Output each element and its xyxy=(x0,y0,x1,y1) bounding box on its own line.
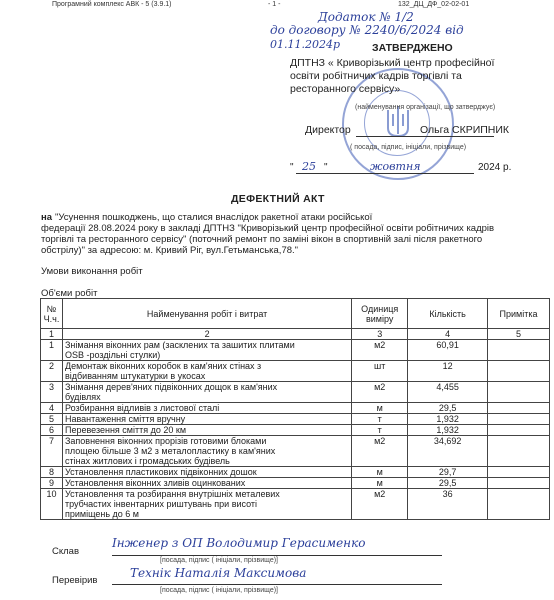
approval-org-line1: ДПТНЗ « Криворізький центр професійної xyxy=(290,57,495,69)
row-note xyxy=(488,467,550,478)
table-row xyxy=(41,340,550,361)
col-header-unit: Одиниця виміру xyxy=(352,299,408,329)
work-conditions-label: Умови виконання робіт xyxy=(41,266,143,277)
compiled-by-label: Склав xyxy=(52,546,79,557)
row-number: 9 xyxy=(41,478,63,489)
row-name-line: Заповнення віконних прорізів готовими блоками xyxy=(64,436,267,446)
row-quantity: 12 xyxy=(408,361,488,382)
director-label: Директор xyxy=(305,124,351,136)
row-number: 10 xyxy=(41,489,63,520)
row-name-line: Навантаження сміття вручну xyxy=(64,414,186,424)
intro-line: федерації 28.08.2024 року в закладі ДПТНЗ "Криворізький центр професійної освіти робітничих кадрів xyxy=(41,223,495,234)
row-quantity: 36 xyxy=(408,489,488,520)
row-number: 4 xyxy=(41,403,63,414)
row-name-line: трубчастих інвентарних риштувань при висоті xyxy=(64,499,258,509)
row-quantity: 29,7 xyxy=(408,467,488,478)
row-name-line: Установлення віконних зливів оцинкованих xyxy=(64,478,246,488)
row-name xyxy=(62,467,351,478)
checked-by-caption: [посада, підпис ( ініціали, прізвище)] xyxy=(160,587,278,594)
row-name xyxy=(62,489,351,520)
intro-line: торгівлі та ресторанного сервісу" (поточний ремонт по заміні вікон в спортивній залі після ракетного xyxy=(41,234,483,245)
row-number: 3 xyxy=(41,382,63,403)
row-note xyxy=(488,340,550,361)
approval-org-line2: освіти робітничих кадрів торгівлі та xyxy=(290,70,462,82)
table-header-row xyxy=(41,299,550,329)
table-row xyxy=(41,361,550,382)
page-number: - 1 - xyxy=(268,1,281,8)
col-header-note: Примітка xyxy=(488,299,550,329)
row-quantity: 29,5 xyxy=(408,478,488,489)
table-row xyxy=(41,478,550,489)
col-number: 5 xyxy=(488,329,550,340)
table-row xyxy=(41,382,550,403)
intro-text xyxy=(55,212,545,223)
intro-text-continued xyxy=(41,223,546,256)
handwritten-annex-line3: 01.11.2024р xyxy=(270,38,341,51)
director-caption: ( посада, підпис, ініціали, прізвище) xyxy=(350,144,467,151)
row-name xyxy=(62,425,351,436)
row-name-line: Знімання віконних рам (засклених та зашитих плитами xyxy=(64,340,295,350)
row-name-line: Знімання дерев'яних підвіконних дощок в кам'яних xyxy=(64,382,278,392)
row-name xyxy=(62,478,351,489)
table-row xyxy=(41,467,550,478)
row-number: 1 xyxy=(41,340,63,361)
row-number: 8 xyxy=(41,467,63,478)
director-name: Ольга СКРИПНИК xyxy=(420,124,510,136)
handwritten-annex-line2: до договору № 2240/6/2024 від xyxy=(270,23,464,37)
row-quantity: 29,5 xyxy=(408,403,488,414)
row-name xyxy=(62,414,351,425)
table-row xyxy=(41,436,550,467)
row-name-line: OSB -роздільні стулки) xyxy=(64,350,161,360)
row-note xyxy=(488,489,550,520)
row-unit: т xyxy=(352,425,408,436)
row-unit: шт xyxy=(352,361,408,382)
row-quantity: 60,91 xyxy=(408,340,488,361)
intro-prefix: на xyxy=(41,212,53,223)
compiled-by-caption: [посада, підпис ( ініціали, прізвище)] xyxy=(160,557,278,564)
row-name-line: площею більше 3 м2 з металопластику в кам'яних xyxy=(64,446,276,456)
intro-line: обстрілу)" за адресою: м. Кривий Ріг, вул.Гетьманська,78." xyxy=(41,245,299,256)
approval-org-caption: (найменування організації, що затверджує) xyxy=(355,104,496,111)
intro-line: "Усунення пошкоджень, що сталися внаслідок ракетної атаки російської xyxy=(55,212,373,223)
row-unit: т xyxy=(352,414,408,425)
row-name-line: Установлення та розбирання внутрішніх металевих xyxy=(64,489,280,499)
row-quantity: 1,932 xyxy=(408,414,488,425)
document-title: ДЕФЕКТНИЙ АКТ xyxy=(231,193,325,205)
row-name-line: приміщень до 6 м xyxy=(64,509,139,519)
row-number: 7 xyxy=(41,436,63,467)
row-name xyxy=(62,436,351,467)
row-unit: м2 xyxy=(352,436,408,467)
row-number: 6 xyxy=(41,425,63,436)
row-note xyxy=(488,403,550,414)
table-row xyxy=(41,489,550,520)
row-name-line: Розбирання відливів з листової сталі xyxy=(64,403,220,413)
col-number: 1 xyxy=(41,329,63,340)
row-note xyxy=(488,382,550,403)
row-number: 2 xyxy=(41,361,63,382)
date-month: жовтня xyxy=(370,160,421,173)
table-row xyxy=(41,414,550,425)
document-code: 132_ДЦ_ДФ_02-02-01 xyxy=(398,1,470,8)
approval-title: ЗАТВЕРДЖЕНО xyxy=(372,42,453,54)
compiled-by-handwritten: Інженер з ОП Володимир Герасименко xyxy=(112,536,366,550)
row-name-line: Демонтаж віконних коробок в кам'яних стінах з xyxy=(64,361,262,371)
row-unit: м2 xyxy=(352,340,408,361)
row-name-line: Перевезення сміття до 20 км xyxy=(64,425,187,435)
handwritten-annex-line1: Додаток № 1/2 xyxy=(318,10,414,24)
row-quantity: 34,692 xyxy=(408,436,488,467)
row-name xyxy=(62,382,351,403)
row-unit: м2 xyxy=(352,489,408,520)
row-name-line: Установлення пластикових підвіконних дошок xyxy=(64,467,257,477)
work-volume-label: Об'єми робіт xyxy=(41,288,98,299)
row-unit: м xyxy=(352,467,408,478)
col-header-quantity: Кількість xyxy=(408,299,488,329)
row-name xyxy=(62,403,351,414)
row-name xyxy=(62,361,351,382)
col-header-number: № Ч.ч. xyxy=(41,299,63,329)
col-number: 4 xyxy=(408,329,488,340)
row-unit: м xyxy=(352,478,408,489)
row-note xyxy=(488,361,550,382)
row-unit: м2 xyxy=(352,382,408,403)
date-year: 2024 р. xyxy=(478,162,512,173)
row-unit: м xyxy=(352,403,408,414)
works-table xyxy=(40,298,550,520)
table-row xyxy=(41,403,550,414)
row-note xyxy=(488,478,550,489)
col-number: 3 xyxy=(352,329,408,340)
approval-org-line3: ресторанного сервісу» xyxy=(290,83,401,95)
row-quantity: 1,932 xyxy=(408,425,488,436)
row-quantity: 4,455 xyxy=(408,382,488,403)
date-day: 25 xyxy=(302,160,316,173)
row-note xyxy=(488,414,550,425)
checked-by-handwritten: Технік Наталія Максимова xyxy=(130,566,307,580)
row-name-line: будівлях xyxy=(64,392,101,402)
col-header-name: Найменування робіт і витрат xyxy=(62,299,351,329)
row-name-line: стінах житлових і громадських будівель xyxy=(64,456,230,466)
table-row xyxy=(41,425,550,436)
program-name: Програмний комплекс АВК - 5 (3.9.1) xyxy=(52,1,172,8)
row-name xyxy=(62,340,351,361)
checked-by-label: Перевірив xyxy=(52,575,98,586)
table-column-numbers xyxy=(41,329,550,340)
row-number: 5 xyxy=(41,414,63,425)
row-note xyxy=(488,425,550,436)
row-name-line: відбиванням штукатурки в укосах xyxy=(64,371,206,381)
col-number: 2 xyxy=(62,329,351,340)
row-note xyxy=(488,436,550,467)
